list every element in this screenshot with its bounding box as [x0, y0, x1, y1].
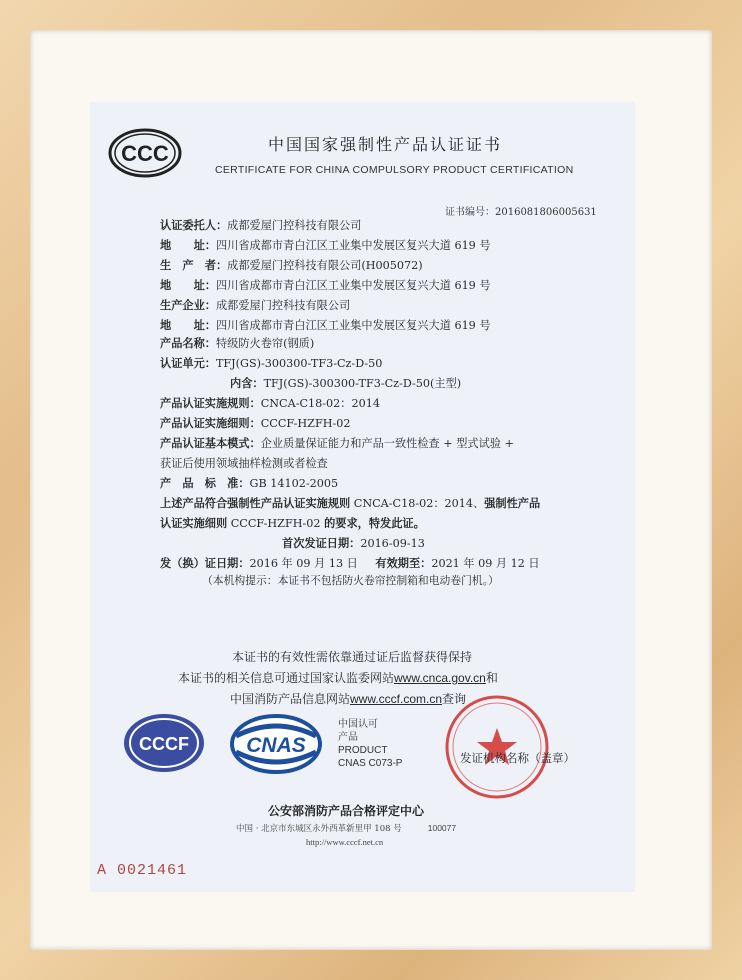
field-label: 地 址： — [160, 238, 216, 252]
ccc-logo-icon — [108, 128, 182, 178]
accreditation-info — [338, 718, 402, 770]
field-line — [160, 436, 514, 451]
field-label: 产品认证实施细则： — [160, 416, 261, 430]
title-zh: 中国国家强制性产品认证证书 — [268, 135, 503, 154]
authority-name: 公安部消防产品合格评定中心 — [268, 804, 425, 818]
field-label: 地 址： — [160, 318, 216, 332]
notice: （本机构提示：本证书不包括防火卷帘控制箱和电动卷门机。） — [202, 574, 499, 587]
certificate — [90, 102, 635, 892]
field-line — [160, 298, 350, 313]
field-value: 四川省成都市青白江区工业集中发展区复兴大道 619 号 — [215, 279, 491, 292]
accr-line-2: 产品 — [338, 732, 358, 743]
field-line — [160, 258, 423, 273]
field-line — [160, 396, 380, 411]
field-value: 获证后使用领域抽样检测或者检查 — [160, 457, 328, 470]
field-label: 生产企业： — [160, 298, 216, 312]
field-value: TFJ(GS)-300300-TF3-Cz-D-50 — [215, 357, 383, 370]
field-label: 地 址： — [160, 278, 216, 292]
issue-dates: 发（换）证日期：2016 年 09 月 13 日 有效期至：2021 年 09 月 12 日 — [160, 556, 540, 570]
field-value: 特级防火卷帘(钢质) — [215, 337, 315, 350]
field-value: GB 14102-2005 — [249, 477, 339, 490]
field-line — [160, 318, 491, 333]
field-value: 四川省成都市青白江区工业集中发展区复兴大道 619 号 — [215, 239, 491, 252]
cert-number: 证书编号：2016081806005631 — [445, 207, 597, 218]
field-label: 产 品 标 准： — [160, 476, 250, 490]
official-seal-icon — [442, 692, 552, 802]
field-value: 成都爱屋门控科技有限公司 — [227, 219, 362, 232]
field-line — [160, 416, 351, 431]
field-value: 成都爱屋门控科技有限公司 — [215, 299, 351, 312]
field-value: 企业质量保证能力和产品一致性检查 + 型式试验 + — [260, 437, 514, 450]
field-value: 四川省成都市青白江区工业集中发展区复兴大道 619 号 — [215, 319, 491, 332]
serial-number: A 0021461 — [97, 862, 188, 879]
svg-text:CCC: CCC — [121, 141, 169, 166]
field-line — [160, 336, 314, 351]
svg-text:CNAS: CNAS — [246, 734, 306, 757]
cnas-logo-icon — [230, 714, 322, 774]
svg-text:CCCF: CCCF — [139, 734, 189, 754]
accr-line-1: 中国认可 — [338, 719, 378, 730]
field-value: CNCA-C18-02：2014 — [260, 397, 380, 410]
validity-line-1: 本证书的有效性需依靠通过证后监督获得保持 — [232, 650, 473, 664]
field-line — [160, 238, 491, 253]
field-line — [160, 476, 338, 491]
cccf-logo-icon — [122, 712, 206, 774]
field-line — [160, 218, 361, 233]
authority-address: 中国 · 北京市东城区永外西革新里甲 108 号 100077 — [236, 823, 457, 834]
field-label: 产品认证实施规则： — [160, 396, 261, 410]
issuer-signature: 发证机构名称（盖章） — [460, 751, 575, 765]
accr-line-3: PRODUCT — [338, 745, 388, 756]
conformity-line-2: 认证实施细则 CCCF-HZFH-02 的要求，特发此证。 — [160, 516, 425, 530]
accr-line-4: CNAS C073-P — [338, 758, 403, 769]
field-value: TFJ(GS)-300300-TF3-Cz-D-50(主型) — [263, 377, 462, 390]
field-line — [160, 278, 491, 293]
field-label: 生 产 者： — [160, 258, 228, 272]
field-value: CCCF-HZFH-02 — [260, 417, 351, 430]
field-line — [160, 456, 328, 471]
field-line — [160, 356, 382, 371]
field-label: 认证委托人： — [160, 218, 228, 232]
first-issue-date: 首次发证日期：2016-09-13 — [282, 536, 425, 550]
field-value: 成都爱屋门控科技有限公司(H005072) — [227, 259, 423, 272]
conformity-line-1: 上述产品符合强制性产品认证实施规则 CNCA-C18-02：2014、强制性产品 — [160, 496, 541, 510]
validity-line-2: 本证书的相关信息可通过国家认监委网站www.cnca.gov.cn和 — [178, 671, 498, 685]
field-label: 产品认证基本模式： — [160, 436, 261, 450]
field-label: 内含： — [230, 376, 264, 390]
title-en: CERTIFICATE FOR CHINA COMPULSORY PRODUCT CERTIFICATION — [215, 164, 574, 176]
field-label: 产品名称： — [160, 336, 216, 350]
field-label: 认证单元： — [160, 356, 216, 370]
field-line — [230, 376, 461, 391]
authority-website: http://www.cccf.net.cn — [306, 837, 384, 847]
validity-line-3: 中国消防产品信息网站www.cccf.com.cn查询 — [230, 692, 467, 706]
